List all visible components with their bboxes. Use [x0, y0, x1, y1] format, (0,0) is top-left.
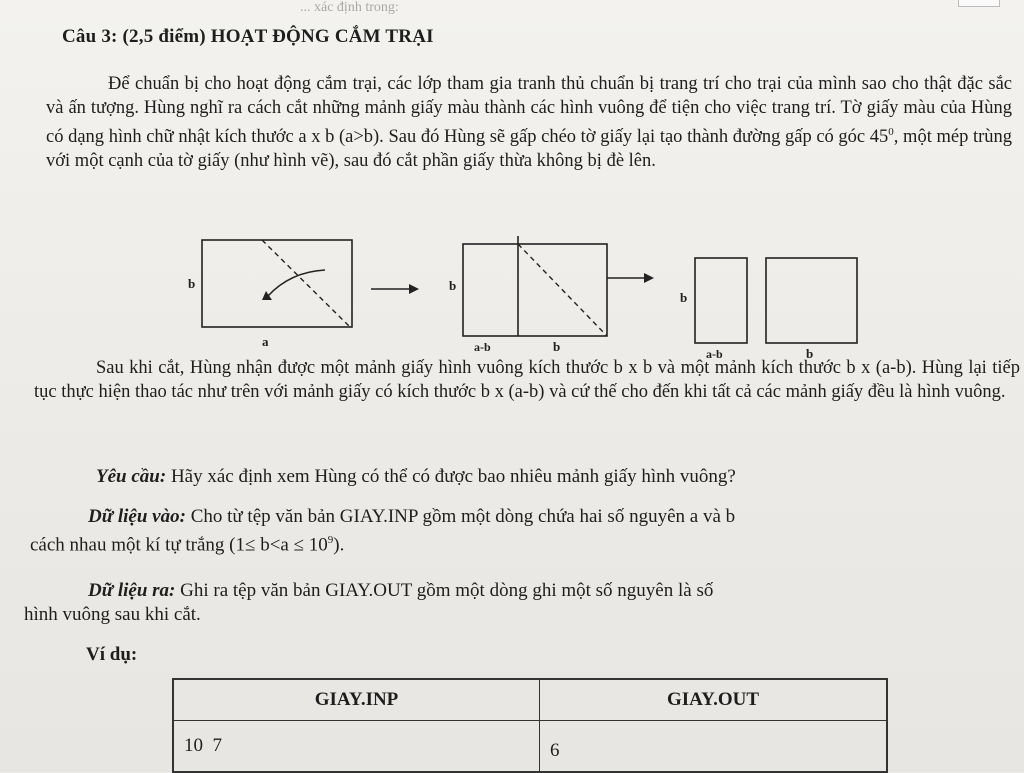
label-amb-stage3: a-b	[706, 347, 723, 361]
example-label: Ví dụ:	[86, 644, 138, 665]
fold-arrow-stage1	[268, 270, 325, 296]
intro-paragraph	[46, 72, 1012, 173]
label-b-stage2: b	[449, 278, 457, 293]
label-b-bottom-stage3: b	[806, 346, 814, 361]
rect-stage2	[463, 244, 607, 336]
rect-stage3-small	[695, 258, 747, 343]
requirement-text: Hãy xác định xem Hùng có thể có được bao nhiêu mảnh giấy hình vuông?	[166, 466, 736, 487]
input-label: Dữ liệu vào:	[88, 506, 186, 527]
arrow-head-2	[644, 273, 654, 283]
label-b-stage1: b	[188, 276, 196, 291]
input-line-2	[30, 534, 344, 556]
intro-text: Để chuẩn bị cho hoạt động cắm trại, các lớp tham gia tranh thủ chuẩn bị trang trí cho trại của mình sao cho thật đặc sắc và ấn tượng. Hùng nghĩ ra cách cắt những mảnh giấy màu thành các hình vuông để tiện cho việc trang trí. Tờ giấy màu của Hùng có dạng hình chữ nhật kích thước a x b (a>b). Sau đó Hùng sẽ gấp chéo tờ giấy lại tạo thành đường gấp có góc 45	[46, 74, 1012, 148]
question-title: Câu 3: (2,5 điểm) HOẠT ĐỘNG CẮM TRẠI	[62, 26, 434, 47]
output-label: Dữ liệu ra:	[88, 580, 176, 601]
label-amb-stage2: a-b	[474, 340, 491, 354]
fold-arrowhead-stage1	[262, 291, 272, 300]
table-row	[173, 721, 887, 773]
output-line-2: hình vuông sau khi cắt.	[24, 604, 201, 625]
fold-line-stage1	[262, 240, 350, 327]
output-text-1: Ghi ra tệp văn bản GIAY.OUT gồm một dòng ghi một số nguyên là số	[175, 580, 714, 601]
rect-stage1	[202, 240, 352, 327]
degree-sup: 0	[888, 126, 894, 138]
cell-input-value: 10 7	[173, 721, 540, 773]
label-b-stage3: b	[680, 290, 688, 305]
output-line-1	[88, 580, 713, 602]
exponent-sup: 9	[327, 534, 334, 546]
rect-stage3-square	[766, 258, 857, 343]
input-line-1	[88, 506, 735, 528]
arrow-head-1	[409, 284, 419, 294]
requirement-label: Yêu cầu:	[96, 466, 167, 487]
faded-top-text: ... xác định trong:	[300, 0, 399, 14]
diagonal-stage2	[518, 244, 607, 336]
header-output-file: GIAY.OUT	[540, 679, 888, 721]
label-a-stage1: a	[262, 334, 269, 349]
requirement-line	[96, 466, 736, 488]
page-corner-mark	[958, 0, 1000, 7]
after-cut-paragraph: Sau khi cắt, Hùng nhận được một mảnh giấy hình vuông kích thước b x b và một mảnh kích thước b x (a-b). Hùng lại tiếp tục thực hiện thao tác như trên với mảnh giấy có kích thước b x (a-b) và cứ thế cho đến khi tất cả các mảnh giấy đều là hình vuông.	[34, 358, 1020, 402]
header-input-file: GIAY.INP	[173, 679, 540, 721]
input-text-2: cách nhau một kí tự trắng (1≤ b<a ≤ 10	[30, 534, 328, 556]
example-table	[172, 678, 888, 773]
cell-output-value: 6	[540, 721, 888, 773]
table-header-row	[173, 679, 887, 721]
label-b-bottom-stage2: b	[553, 339, 561, 354]
input-text-1: Cho từ tệp văn bản GIAY.INP gồm một dòng chứa hai số nguyên a và b	[185, 506, 736, 527]
input-text-2-end: ).	[333, 534, 345, 556]
intro-tail-text: , một mép trùng với một cạnh của tờ giấy (như hình vẽ), sau đó cắt phần giấy thừa không bị đè lên.	[46, 127, 1013, 172]
